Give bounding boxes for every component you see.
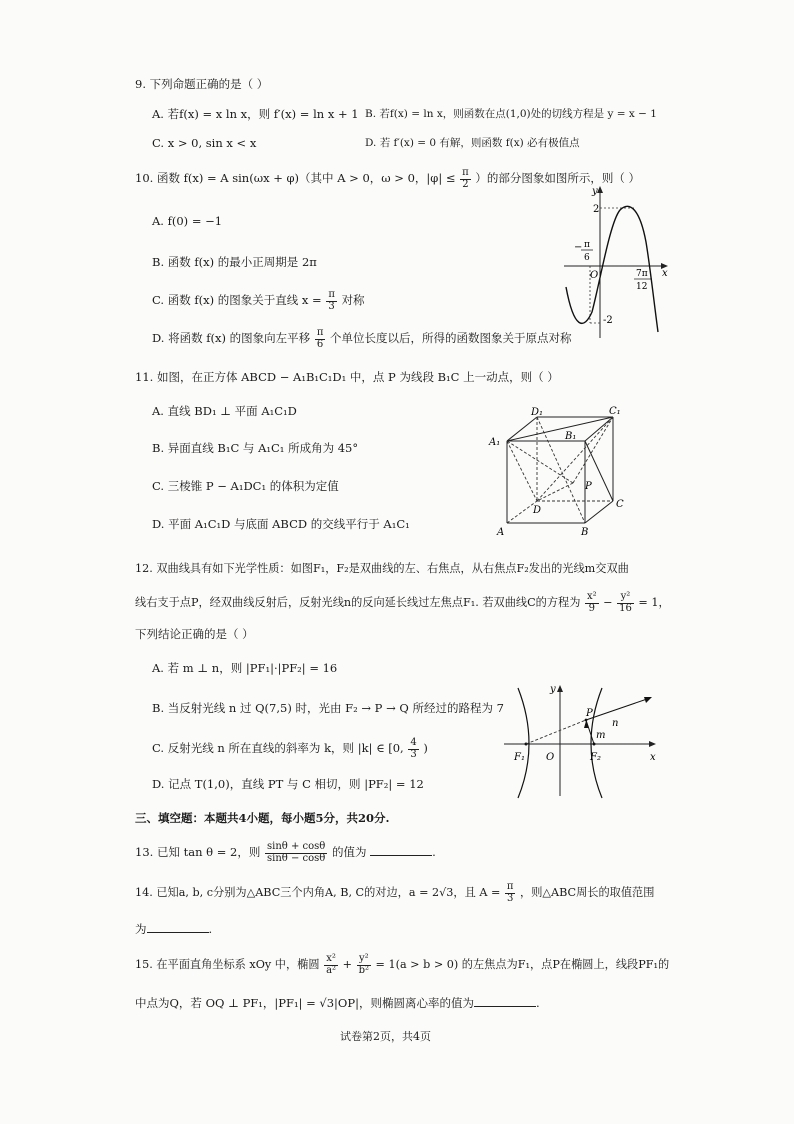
q9-stem: 9. 下列命题正确的是（ ） <box>135 77 269 91</box>
cube-label-b: B <box>581 527 589 538</box>
q12-stem-line2: 线右支于点P，经双曲线反射后，反射光线n的反向延长线过左焦点F₁. 若双曲线C的方程为 $\frac{\text{x²}}{9}$ − $\frac{\text{y²}}{16}$ = 1， <box>135 591 670 614</box>
hyperbola-right-branch <box>591 688 602 798</box>
q12-option-d: D. 记点 T(1,0)，直线 PT 与 C 相切，则 |PF₂| = 12 <box>152 777 424 791</box>
page-footer: 试卷第2页，共4页 <box>340 1030 431 1043</box>
graph-neg-tick-den: 6 <box>584 253 590 263</box>
q12-option-b: B. 当反射光线 n 过 Q(7,5) 时，光由 F₂ → P → Q 所经过的路程为 7 <box>152 701 504 715</box>
cube-figure <box>485 405 635 541</box>
graph-pos-tick-num: 7π <box>636 269 648 279</box>
q11-option-a: A. 直线 BD₁ ⊥ 平面 A₁C₁D <box>152 404 297 418</box>
hyperbola-f1-label: F₁ <box>514 752 525 763</box>
q12-option-c: C. 反射光线 n 所在直线的斜率为 k，则 |k| ∈ [0, $\frac{4}{3}$ ) <box>152 737 428 760</box>
q11-option-b: B. 异面直线 B₁C 与 A₁C₁ 所成角为 45° <box>152 441 359 455</box>
q14-line2: 为 . <box>135 922 213 936</box>
cube-label-a1: A₁ <box>489 437 501 448</box>
q13: 13. 已知 tan θ = 2，则 $\frac{\sin\theta + \cos\theta}{\sin\theta - \cos\theta}$ 的值为 . <box>135 841 436 864</box>
sine-graph-figure <box>560 182 672 342</box>
hyperbola-p-label: P <box>586 708 593 719</box>
q15-line1: 15. 在平面直角坐标系 xOy 中，椭圆 $\frac{\text{x²}}{\text{a²}}$ + $\frac{\text{y²}}{\text{b²}}$ = 1(a > b > 0) 的左焦点为F₁，点P在椭圆上，线段PF₁的 <box>135 953 670 976</box>
q9-option-c: C. x > 0, sin x < x <box>152 136 257 150</box>
graph-pos-tick-den: 12 <box>636 282 648 292</box>
graph-neg-tick-num: π <box>584 240 590 250</box>
q12-option-a: A. 若 m ⊥ n，则 |PF₁|·|PF₂| = 16 <box>152 661 338 675</box>
q14-line1: 14. 已知a, b, c分别为△ABC三个内角A, B, C的对边，a = 2√3，且 A = $\frac{\pi}{3}$ ，则△ABC周长的取值范围 <box>135 881 655 904</box>
cube-label-b1: B₁ <box>565 431 577 442</box>
q10-option-a: A. f(0) = −1 <box>152 214 223 228</box>
q15-answer-blank[interactable] <box>474 994 536 1007</box>
hyperbola-f2-label: F₂ <box>590 752 601 763</box>
cube-label-c1: C₁ <box>609 406 621 417</box>
q13-answer-blank[interactable] <box>370 843 432 856</box>
graph-y-label: y <box>592 186 598 197</box>
hyperbola-figure <box>500 680 665 800</box>
q10-option-d: D. 将函数 f(x) 的图象向左平移 $\frac{\pi}{6}$ 个单位长度以后，所得的函数图象关于原点对称 <box>152 327 572 350</box>
q11-option-d: D. 平面 A₁C₁D 与底面 ABCD 的交线平行于 A₁C₁ <box>152 517 410 531</box>
graph-neg-tick-sign: − <box>574 242 583 253</box>
cube-label-d: D <box>533 505 542 516</box>
hyperbola-origin: O <box>546 752 555 763</box>
q11-option-c: C. 三棱锥 P − A₁DC₁ 的体积为定值 <box>152 479 339 493</box>
hyperbola-x-label: x <box>650 752 656 763</box>
graph-min-label: -2 <box>603 315 613 326</box>
cube-label-p: P <box>585 481 592 492</box>
q9-option-a: A. 若f(x) = x ln x，则 f′(x) = ln x + 1 <box>152 107 359 121</box>
hyperbola-m-label: m <box>596 730 606 741</box>
cube-label-d1: D₁ <box>531 407 544 418</box>
hyperbola-y-label: y <box>550 684 556 695</box>
graph-origin: O <box>590 270 599 281</box>
q15-line2: 中点为Q，若 OQ ⊥ PF₁，|PF₁| = √3|OP|，则椭圆离心率的值为 . <box>135 996 540 1010</box>
q11-stem: 11. 如图，在正方体 ABCD − A₁B₁C₁D₁ 中，点 P 为线段 B₁C 上一动点，则（ ） <box>135 370 559 384</box>
hyperbola-n-label: n <box>612 718 619 729</box>
q12-stem-line3: 下列结论正确的是（ ） <box>135 627 254 641</box>
graph-max-label: 2 <box>593 204 600 215</box>
q10-option-b: B. 函数 f(x) 的最小正周期是 2π <box>152 255 317 269</box>
q12-stem-line1: 12. 双曲线具有如下光学性质：如图F₁，F₂是双曲线的左、右焦点，从右焦点F₂发出的光线m交双曲 <box>135 562 629 575</box>
q9-option-d: D. 若 f′(x) = 0 有解，则函数 f(x) 必有极值点 <box>365 137 580 149</box>
section-three-heading: 三、填空题：本题共4小题，每小题5分，共20分. <box>135 811 390 825</box>
q14-answer-blank[interactable] <box>147 920 209 933</box>
graph-x-label: x <box>662 268 668 279</box>
q9-option-b: B. 若f(x) = ln x，则函数在点(1,0)处的切线方程是 y = x − 1 <box>365 108 657 120</box>
q10-option-c: C. 函数 f(x) 的图象关于直线 x = $\frac{\pi}{3}$ 对称 <box>152 289 365 312</box>
cube-label-c: C <box>616 499 624 510</box>
q10-stem: 10. 函数 f(x) = A sin(ωx + φ)（其中 A > 0，ω > 0，|φ| ≤ $\frac{\pi}{2}$ ）的部分图象如图所示，则（ ） <box>135 167 641 190</box>
cube-label-a: A <box>497 527 505 538</box>
q10-stem-fraction: $\frac{\pi}{2}$ <box>462 167 469 190</box>
